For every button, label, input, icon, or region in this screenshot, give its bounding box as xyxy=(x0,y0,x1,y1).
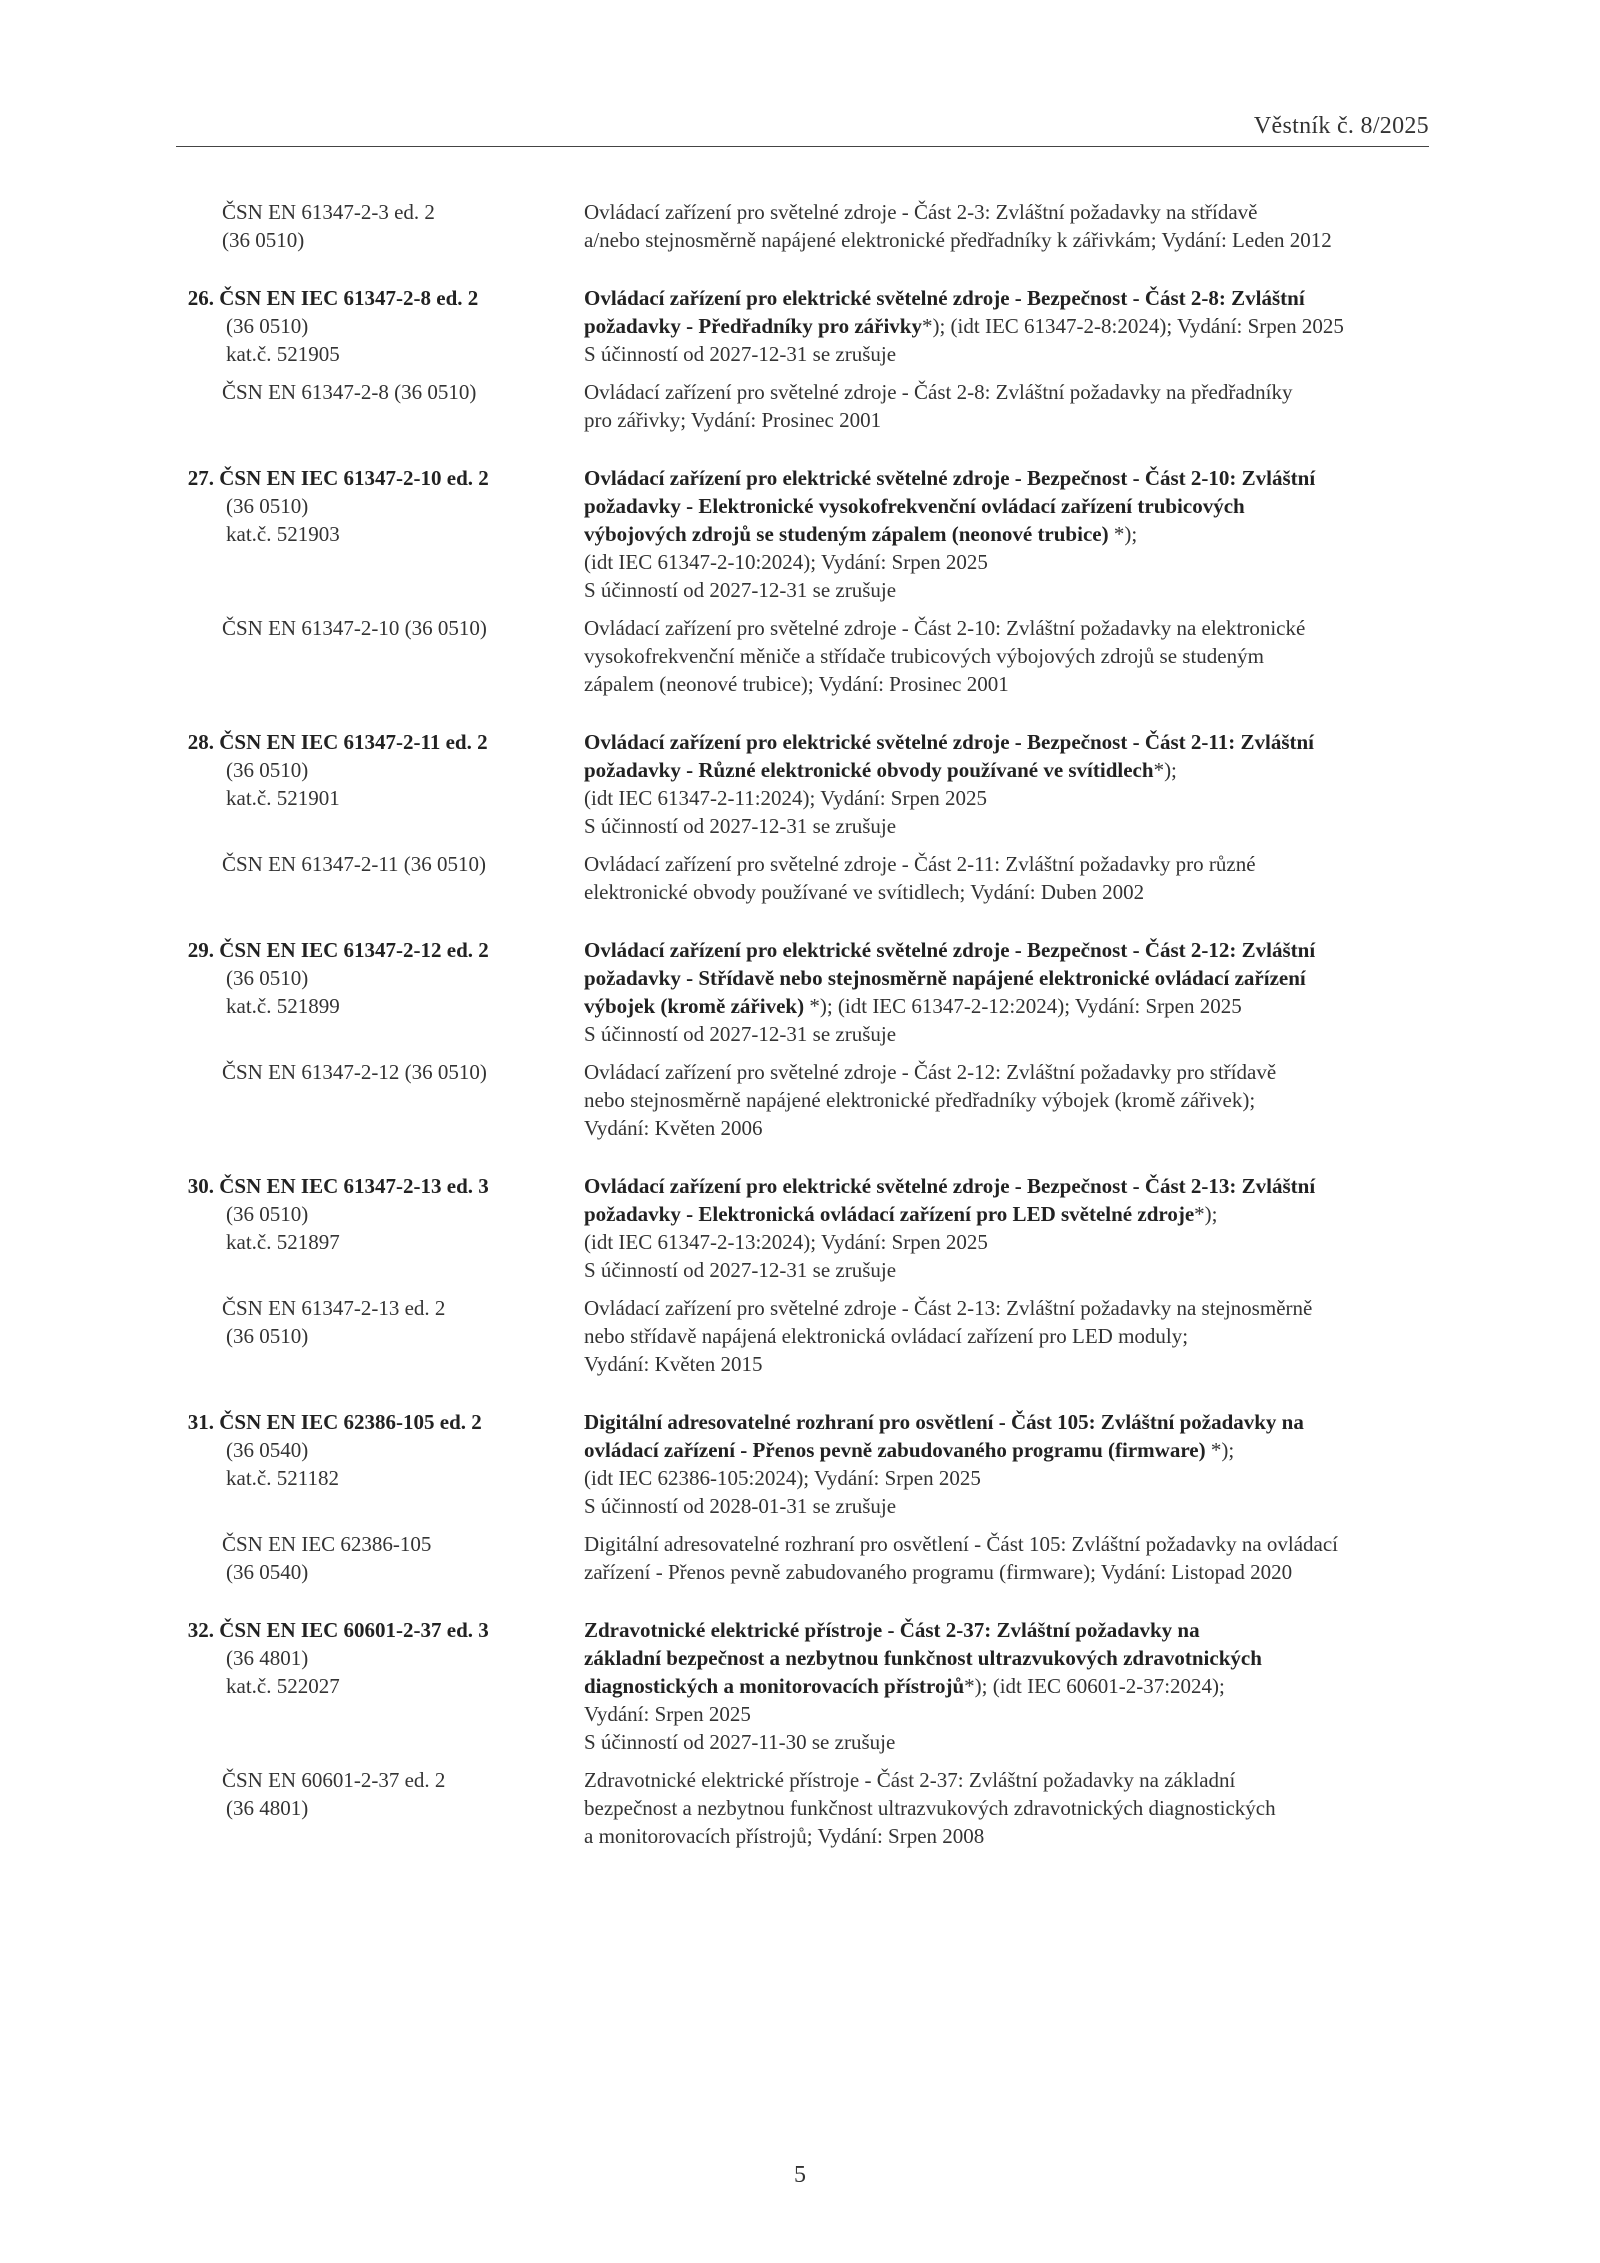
title-detail-line: (idt IEC 61347-2-11:2024); Vydání: Srpen 2025 xyxy=(584,786,988,810)
title-line: Vydání: Květen 2015 xyxy=(584,1352,763,1376)
standard-title xyxy=(584,464,1429,604)
title-line: elektronické obvody používané ve svítidlech; Vydání: Duben 2002 xyxy=(584,880,1145,904)
title-line-bold: požadavky - Elektronické vysokofrekvenční ovládací zařízení trubicových xyxy=(584,494,1245,518)
replaced-standard-row xyxy=(176,1294,1429,1378)
entry-number: 28. xyxy=(187,730,214,754)
title-line: bezpečnost a nezbytnou funkčnost ultrazvukových zdravotnických diagnostických xyxy=(584,1796,1276,1820)
title-line-bold: Ovládací zařízení pro elektrické světelné zdroje - Bezpečnost - Část 2-10: Zvláštní xyxy=(584,466,1316,490)
new-standard-row xyxy=(176,936,1429,1048)
replaced-standard-code: ČSN EN 61347-2-10 (36 0510) xyxy=(222,616,487,640)
replaced-standard-title xyxy=(584,850,1429,906)
title-line-bold: Ovládací zařízení pro elektrické světelné zdroje - Bezpečnost - Část 2-8: Zvláštní xyxy=(584,286,1305,310)
title-line-mixed xyxy=(584,1436,1429,1464)
standard-code: ČSN EN IEC 61347-2-11 ed. 2 xyxy=(219,730,488,754)
replaced-standard-code: ČSN EN 61347-2-11 (36 0510) xyxy=(222,852,487,876)
replaced-standard-row xyxy=(176,1058,1429,1142)
standard-code-line xyxy=(176,1172,584,1200)
classification-number: (36 4801) xyxy=(226,1646,309,1670)
standard-code: ČSN EN IEC 61347-2-12 ed. 2 xyxy=(219,938,489,962)
replaced-standard-id xyxy=(176,1294,584,1378)
title-detail-line: S účinností od 2027-12-31 se zrušuje xyxy=(584,342,897,366)
catalog-number: kat.č. 521905 xyxy=(226,342,340,366)
replaced-standard-row xyxy=(176,198,1429,254)
replaced-standard-row xyxy=(176,614,1429,698)
standard-code: ČSN EN IEC 61347-2-8 ed. 2 xyxy=(219,286,479,310)
entry-number: 32. xyxy=(187,1618,214,1642)
title-line-bold: Digitální adresovatelné rozhraní pro osvětlení - Část 105: Zvláštní požadavky na xyxy=(584,1410,1304,1434)
title-line: a monitorovacích přístrojů; Vydání: Srpen 2008 xyxy=(584,1824,985,1848)
title-detail-line: (idt IEC 61347-2-10:2024); Vydání: Srpen 2025 xyxy=(584,550,988,574)
standard-code: ČSN EN IEC 61347-2-13 ed. 3 xyxy=(219,1174,489,1198)
standard-code-line xyxy=(176,936,584,964)
new-standard-row xyxy=(176,728,1429,840)
title-line-mixed xyxy=(584,1200,1429,1228)
standard-code-line xyxy=(176,284,584,312)
title-detail-line: S účinností od 2028-01-31 se zrušuje xyxy=(584,1494,897,1518)
replaced-standard-code: ČSN EN 61347-2-8 (36 0510) xyxy=(222,380,477,404)
title-line-mixed xyxy=(584,312,1429,340)
replaced-standard-id xyxy=(176,198,584,254)
title-detail-line: S účinností od 2027-12-31 se zrušuje xyxy=(584,578,897,602)
title-normal-part: *); xyxy=(1194,1202,1218,1226)
title-line-bold: Ovládací zařízení pro elektrické světelné zdroje - Bezpečnost - Část 2-11: Zvláštní xyxy=(584,730,1315,754)
entry-number: 31. xyxy=(187,1410,214,1434)
new-standard-row xyxy=(176,284,1429,368)
title-normal-part: *); (idt IEC 61347-2-8:2024); Vydání: Srpen 2025 xyxy=(921,314,1344,338)
replaced-standard-code: ČSN EN IEC 62386-105 xyxy=(222,1532,432,1556)
new-standard-row xyxy=(176,464,1429,604)
entry-number: 30. xyxy=(187,1174,214,1198)
title-detail-line: S účinností od 2027-12-31 se zrušuje xyxy=(584,1022,897,1046)
title-line: pro zářivky; Vydání: Prosinec 2001 xyxy=(584,408,882,432)
replaced-standard-code: (36 0510) xyxy=(226,1324,309,1348)
bulletin-title: Věstník č. 8/2025 xyxy=(1253,113,1429,139)
replaced-standard-class: (36 0510) xyxy=(222,228,305,252)
title-normal-part: *); xyxy=(1205,1438,1235,1462)
classification-number: (36 0510) xyxy=(226,758,309,782)
replaced-standard-id xyxy=(176,378,584,434)
title-line: nebo střídavě napájená elektronická ovládací zařízení pro LED moduly; xyxy=(584,1324,1189,1348)
standard-entry xyxy=(176,1172,1429,1378)
standard-identifier xyxy=(176,284,584,368)
catalog-number: kat.č. 521901 xyxy=(226,786,340,810)
standard-code: ČSN EN IEC 60601-2-37 ed. 3 xyxy=(219,1618,489,1642)
title-line: zápalem (neonové trubice); Vydání: Prosinec 2001 xyxy=(584,672,1009,696)
standard-title xyxy=(584,1408,1429,1520)
entry-number: 27. xyxy=(187,466,214,490)
standard-identifier xyxy=(176,936,584,1048)
page-number: 5 xyxy=(794,2162,806,2188)
replaced-standard-code: ČSN EN 61347-2-12 (36 0510) xyxy=(222,1060,487,1084)
standard-entry xyxy=(176,464,1429,698)
standard-title xyxy=(584,936,1429,1048)
title-line: zařízení - Přenos pevně zabudovaného programu (firmware); Vydání: Listopad 2020 xyxy=(584,1560,1293,1584)
replaced-standard-row xyxy=(176,378,1429,434)
catalog-number: kat.č. 521899 xyxy=(226,994,340,1018)
catalog-number: kat.č. 521182 xyxy=(226,1466,339,1490)
title-line-mixed xyxy=(584,756,1429,784)
title-line-mixed xyxy=(584,520,1429,548)
entry-number: 29. xyxy=(187,938,214,962)
standard-code: ČSN EN IEC 62386-105 ed. 2 xyxy=(219,1410,482,1434)
replaced-standard-code: (36 0540) xyxy=(226,1560,309,1584)
carry-over-entry xyxy=(176,198,1429,254)
standard-code-line xyxy=(176,1616,584,1644)
title-line: Ovládací zařízení pro světelné zdroje - Část 2-3: Zvláštní požadavky na střídavě xyxy=(584,200,1258,224)
title-line: Digitální adresovatelné rozhraní pro osvětlení - Část 105: Zvláštní požadavky na ovládací xyxy=(584,1532,1339,1556)
title-detail-line: S účinností od 2027-11-30 se zrušuje xyxy=(584,1730,896,1754)
title-detail-line: S účinností od 2027-12-31 se zrušuje xyxy=(584,1258,897,1282)
standard-identifier xyxy=(176,728,584,840)
replaced-standard-title xyxy=(584,1058,1429,1142)
replaced-standard-title xyxy=(584,1766,1429,1850)
title-bold-part: výbojek (kromě zářivek) xyxy=(584,994,805,1018)
title-line-bold: Ovládací zařízení pro elektrické světelné zdroje - Bezpečnost - Část 2-12: Zvláštní xyxy=(584,938,1316,962)
title-line: Ovládací zařízení pro světelné zdroje - Část 2-13: Zvláštní požadavky na stejnosměrně xyxy=(584,1296,1313,1320)
replaced-standard-code: ČSN EN 60601-2-37 ed. 2 xyxy=(222,1768,446,1792)
replaced-standard-code: (36 4801) xyxy=(226,1796,309,1820)
classification-number: (36 0540) xyxy=(226,1438,309,1462)
replaced-standard-title xyxy=(584,378,1429,434)
title-detail-line: S účinností od 2027-12-31 se zrušuje xyxy=(584,814,897,838)
title-line: Vydání: Květen 2006 xyxy=(584,1116,763,1140)
standard-entry xyxy=(176,1408,1429,1586)
classification-number: (36 0510) xyxy=(226,966,309,990)
title-line: a/nebo stejnosměrně napájené elektronické předřadníky k zářivkám; Vydání: Leden 2012 xyxy=(584,228,1332,252)
replaced-standard-title xyxy=(584,614,1429,698)
classification-number: (36 0510) xyxy=(226,1202,309,1226)
title-line-bold: Ovládací zařízení pro elektrické světelné zdroje - Bezpečnost - Část 2-13: Zvláštní xyxy=(584,1174,1316,1198)
title-line: Ovládací zařízení pro světelné zdroje - Část 2-11: Zvláštní požadavky pro různé xyxy=(584,852,1256,876)
standards-list xyxy=(176,198,1429,1880)
standard-code-line xyxy=(176,1408,584,1436)
replaced-standard-row xyxy=(176,850,1429,906)
replaced-standard-id xyxy=(176,1058,584,1142)
replaced-standard-id xyxy=(176,1766,584,1850)
title-normal-part: *); (idt IEC 61347-2-12:2024); Vydání: Srpen 2025 xyxy=(804,994,1242,1018)
classification-number: (36 0510) xyxy=(226,314,309,338)
replaced-standard-title xyxy=(584,1294,1429,1378)
catalog-number: kat.č. 521897 xyxy=(226,1230,340,1254)
title-bold-part: požadavky - Elektronická ovládací zařízení pro LED světelné zdroje xyxy=(584,1202,1195,1226)
title-detail-line: Vydání: Srpen 2025 xyxy=(584,1702,751,1726)
entry-number: 26. xyxy=(187,286,214,310)
standard-code: ČSN EN IEC 61347-2-10 ed. 2 xyxy=(219,466,489,490)
standard-code-line xyxy=(176,464,584,492)
standard-code-line xyxy=(176,728,584,756)
title-line: nebo stejnosměrně napájené elektronické předřadníky výbojek (kromě zářivek); xyxy=(584,1088,1256,1112)
replaced-standard-title xyxy=(584,198,1429,254)
title-bold-part: diagnostických a monitorovacích přístrojů xyxy=(584,1674,965,1698)
title-bold-part: požadavky - Předřadníky pro zářivky xyxy=(584,314,922,338)
title-line-mixed xyxy=(584,992,1429,1020)
title-line: Ovládací zařízení pro světelné zdroje - Část 2-8: Zvláštní požadavky na předřadníky xyxy=(584,380,1293,404)
title-line-bold: požadavky - Střídavě nebo stejnosměrně napájené elektronické ovládací zařízení xyxy=(584,966,1306,990)
title-detail-line: (idt IEC 62386-105:2024); Vydání: Srpen 2025 xyxy=(584,1466,981,1490)
standard-title xyxy=(584,284,1429,368)
title-line: Ovládací zařízení pro světelné zdroje - Část 2-10: Zvláštní požadavky na elektronické xyxy=(584,616,1306,640)
title-bold-part: ovládací zařízení - Přenos pevně zabudovaného programu (firmware) xyxy=(584,1438,1206,1462)
new-standard-row xyxy=(176,1408,1429,1520)
standard-entry xyxy=(176,1616,1429,1850)
replaced-standard-row xyxy=(176,1766,1429,1850)
title-line-bold: základní bezpečnost a nezbytnou funkčnost ultrazvukových zdravotnických xyxy=(584,1646,1262,1670)
standard-title xyxy=(584,1172,1429,1284)
classification-number: (36 0510) xyxy=(226,494,309,518)
standard-entry xyxy=(176,728,1429,906)
entries-container xyxy=(176,284,1429,1850)
standard-title xyxy=(584,728,1429,840)
replaced-standard-row xyxy=(176,1530,1429,1586)
replaced-standard-code: ČSN EN 61347-2-3 ed. 2 xyxy=(222,200,435,224)
title-bold-part: výbojových zdrojů se studeným zápalem (neonové trubice) xyxy=(584,522,1109,546)
replaced-standard-title xyxy=(584,1530,1429,1586)
title-detail-line: (idt IEC 61347-2-13:2024); Vydání: Srpen 2025 xyxy=(584,1230,988,1254)
standard-entry xyxy=(176,936,1429,1142)
standard-entry xyxy=(176,284,1429,434)
title-normal-part: *); xyxy=(1153,758,1177,782)
title-line: Ovládací zařízení pro světelné zdroje - Část 2-12: Zvláštní požadavky pro střídavě xyxy=(584,1060,1277,1084)
standard-title xyxy=(584,1616,1429,1756)
title-line: Zdravotnické elektrické přístroje - Část 2-37: Zvláštní požadavky na základní xyxy=(584,1768,1236,1792)
title-line-bold: Zdravotnické elektrické přístroje - Část 2-37: Zvláštní požadavky na xyxy=(584,1618,1200,1642)
standard-identifier xyxy=(176,1616,584,1756)
title-normal-part: *); xyxy=(1108,522,1138,546)
replaced-standard-id xyxy=(176,1530,584,1586)
title-line: vysokofrekvenční měniče a střídače trubicových výbojových zdrojů se studeným xyxy=(584,644,1264,668)
catalog-number: kat.č. 522027 xyxy=(226,1674,340,1698)
replaced-standard-code: ČSN EN 61347-2-13 ed. 2 xyxy=(222,1296,446,1320)
new-standard-row xyxy=(176,1616,1429,1756)
title-normal-part: *); (idt IEC 60601-2-37:2024); xyxy=(964,1674,1225,1698)
standard-identifier xyxy=(176,1408,584,1520)
new-standard-row xyxy=(176,1172,1429,1284)
standard-identifier xyxy=(176,464,584,604)
replaced-standard-id xyxy=(176,850,584,906)
page-header xyxy=(176,108,1429,147)
title-line-mixed xyxy=(584,1672,1429,1700)
standard-identifier xyxy=(176,1172,584,1284)
catalog-number: kat.č. 521903 xyxy=(226,522,340,546)
title-bold-part: požadavky - Různé elektronické obvody používané ve svítidlech xyxy=(584,758,1154,782)
replaced-standard-id xyxy=(176,614,584,698)
